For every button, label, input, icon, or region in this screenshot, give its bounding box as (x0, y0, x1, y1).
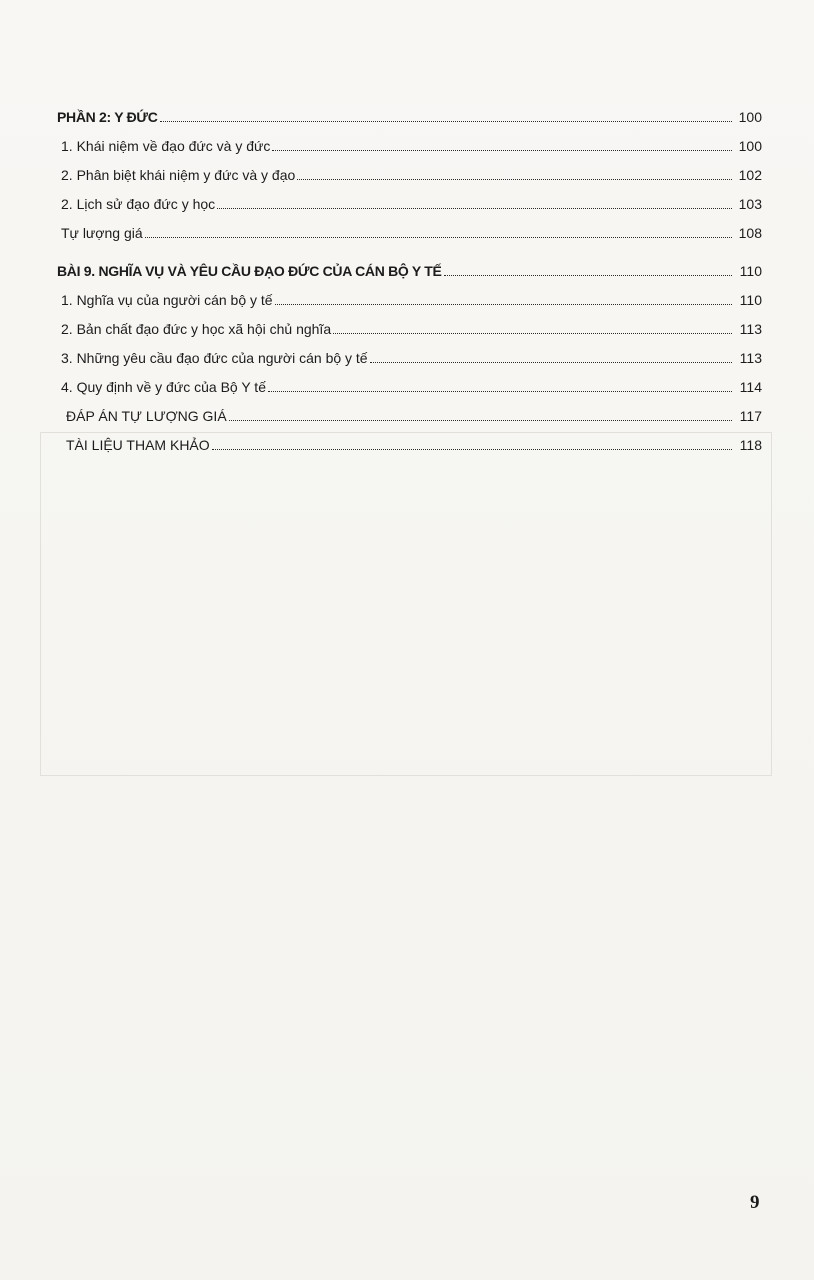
toc-leader-dots (217, 208, 732, 209)
toc-entry[interactable] (57, 308, 762, 337)
toc-entry[interactable] (57, 395, 762, 424)
toc-entry-title: 4. Quy định về y đức của Bộ Y tế (61, 379, 266, 395)
toc-entry[interactable] (57, 183, 762, 212)
toc-entry-title: 2. Phân biệt khái niệm y đức và y đạo (61, 167, 296, 183)
toc-entry[interactable] (57, 154, 762, 183)
toc-leader-dots (275, 304, 732, 305)
page-number: 9 (750, 1192, 760, 1213)
toc-entry-title: 2. Bản chất đạo đức y học xã hội chủ nghĩa (61, 321, 332, 337)
toc-leader-dots (268, 391, 732, 392)
toc-entry-page: 100 (738, 109, 762, 125)
toc-entry-page: 110 (739, 263, 762, 279)
toc-entry-page: 110 (739, 292, 762, 308)
bleed-through-box (40, 432, 772, 776)
toc-entry-page: 100 (738, 138, 762, 154)
toc-entry[interactable] (57, 250, 762, 279)
toc-entry[interactable] (57, 366, 762, 395)
toc-entry-title: 1. Nghĩa vụ của người cán bộ y tế (61, 292, 273, 308)
toc-entry[interactable] (57, 96, 762, 125)
toc-leader-dots (229, 420, 732, 421)
toc-entry[interactable] (57, 337, 762, 366)
toc-leader-dots (272, 150, 732, 151)
toc-entry[interactable] (57, 125, 762, 154)
toc-entry-page: 102 (738, 167, 762, 183)
toc-entry-page: 103 (738, 196, 762, 212)
toc-entry-page: 114 (739, 379, 762, 395)
toc-entry-title: BÀI 9. NGHĨA VỤ VÀ YÊU CẦU ĐẠO ĐỨC CỦA CÁN BỘ Y TẾ (57, 263, 442, 279)
toc-entry-title: ĐÁP ÁN TỰ LƯỢNG GIÁ (66, 408, 227, 424)
toc-entry-page: 108 (738, 225, 762, 241)
toc-leader-dots (145, 237, 732, 238)
toc-entry-page: 113 (739, 321, 762, 337)
toc-entry-page: 113 (739, 350, 762, 366)
toc-entry[interactable] (57, 424, 762, 453)
toc-entry-title: PHẦN 2: Y ĐỨC (57, 109, 158, 125)
toc-leader-dots (444, 275, 732, 276)
toc-entry-page: 118 (739, 437, 762, 453)
toc-entry-title: TÀI LIỆU THAM KHẢO (66, 437, 210, 453)
toc-leader-dots (212, 449, 732, 450)
toc-leader-dots (370, 362, 732, 363)
toc-leader-dots (160, 121, 732, 122)
toc-entry-title: 3. Những yêu cầu đạo đức của người cán bộ y tế (61, 350, 368, 366)
toc-entry-page: 117 (739, 408, 762, 424)
toc-leader-dots (297, 179, 732, 180)
toc-leader-dots (333, 333, 732, 334)
toc-entry[interactable] (57, 279, 762, 308)
toc-entry-title: 1. Khái niệm về đạo đức và y đức (61, 138, 271, 154)
toc-entry[interactable] (57, 212, 762, 241)
toc-entry-title: Tự lượng giá (61, 225, 143, 241)
table-of-contents (57, 96, 762, 453)
toc-entry-title: 2. Lịch sử đạo đức y học (61, 196, 216, 212)
